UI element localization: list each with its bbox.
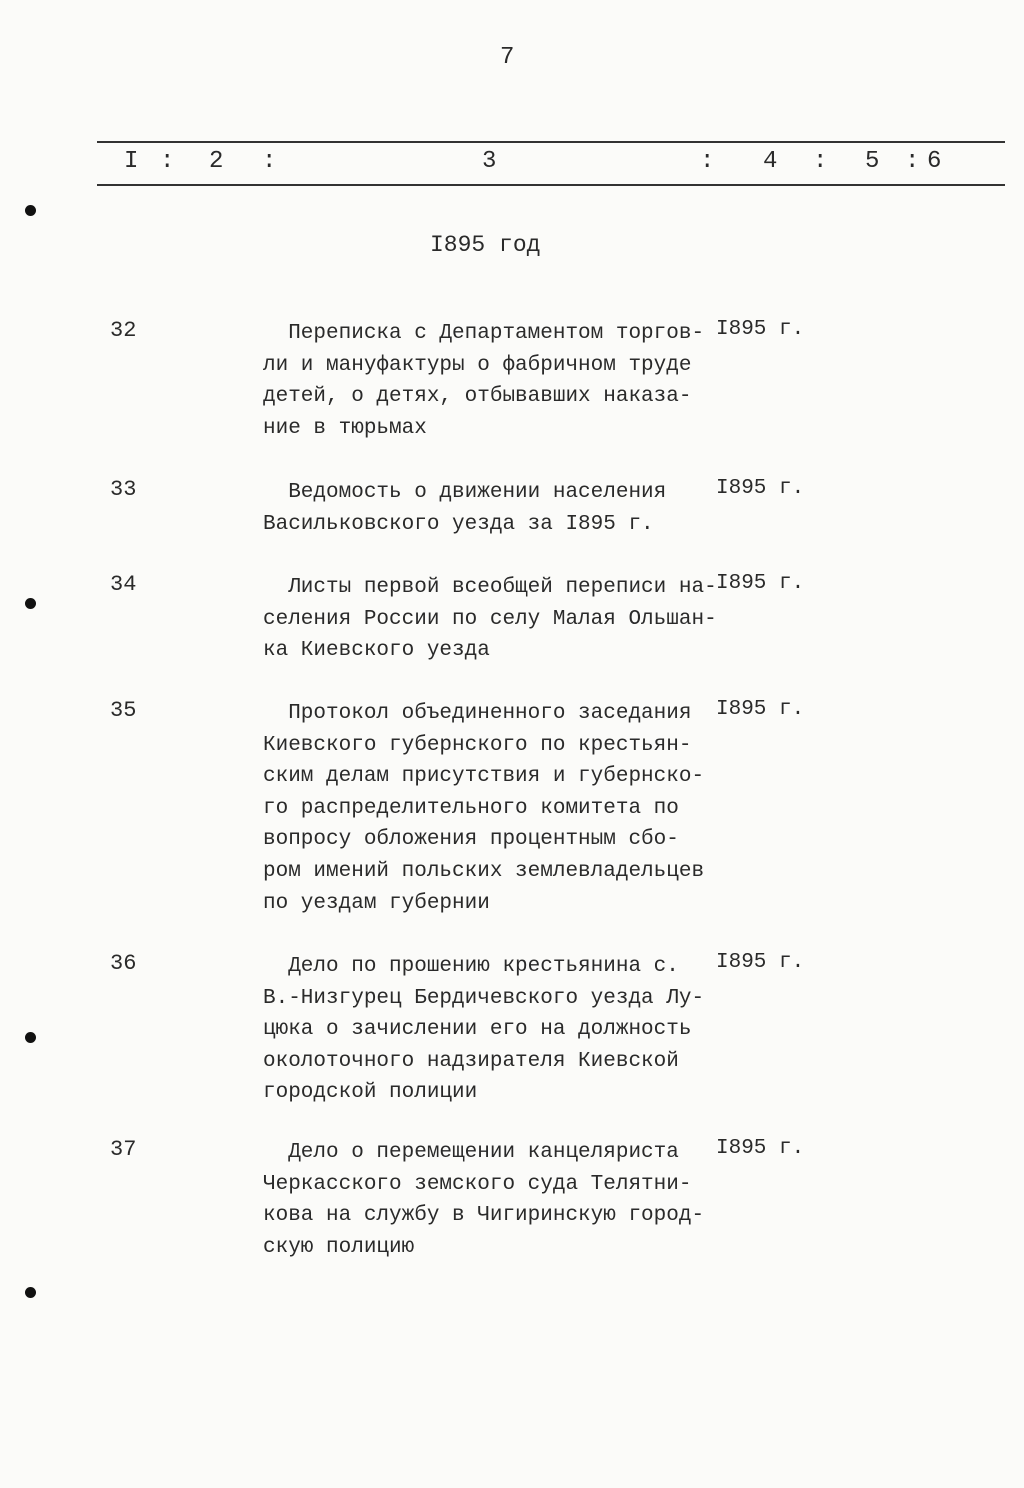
entry-line: городской полиции bbox=[263, 1081, 478, 1105]
entry-date: I895 г. bbox=[716, 318, 805, 341]
entry-line: ским делам присутствия и губернско- bbox=[263, 765, 705, 789]
entry-description bbox=[263, 572, 723, 667]
column-separator-1: : bbox=[160, 148, 175, 175]
punch-hole bbox=[25, 1032, 36, 1043]
year-heading: I895 год bbox=[430, 232, 541, 258]
entry-line: вопросу обложения процентным сбо- bbox=[263, 828, 679, 852]
entry-date: I895 г. bbox=[716, 477, 805, 500]
entry-line: ром имений польских землевладельцев bbox=[263, 859, 705, 883]
entry-line: детей, о детях, отбывавших наказа- bbox=[263, 385, 692, 409]
column-header-6: 6 bbox=[927, 148, 942, 175]
entry-date: I895 г. bbox=[716, 698, 805, 721]
entry-line: Дело по прошению крестьянина с. bbox=[263, 955, 679, 978]
entry-line: цюка о зачислении его на должность bbox=[263, 1018, 692, 1042]
column-header-1: I bbox=[124, 148, 139, 175]
punch-hole bbox=[25, 205, 36, 216]
entry-line: го распределительного комитета по bbox=[263, 796, 679, 820]
entry-number: 37 bbox=[110, 1137, 137, 1162]
punch-hole bbox=[25, 1287, 36, 1298]
entry-line: ние в тюрьмах bbox=[263, 416, 427, 440]
entry-line: Протокол объединенного заседания bbox=[263, 702, 692, 725]
entry-line: В.-Низгурец Бердичевского уезда Лу- bbox=[263, 986, 705, 1010]
column-header-2: 2 bbox=[209, 148, 224, 175]
header-rule-top bbox=[97, 141, 1005, 143]
entry-date: I895 г. bbox=[716, 1137, 805, 1160]
column-header-5: 5 bbox=[865, 148, 880, 175]
entry-line: Дело о перемещении канцеляриста bbox=[263, 1141, 679, 1164]
entry-line: Переписка с Департаментом торгов- bbox=[263, 322, 705, 345]
entry-date: I895 г. bbox=[716, 951, 805, 974]
entry-description bbox=[263, 1137, 723, 1263]
entry-line: Листы первой всеобщей переписи на- bbox=[263, 576, 717, 599]
entry-line: Ведомость о движении населения bbox=[263, 481, 667, 504]
entry-date: I895 г. bbox=[716, 572, 805, 595]
entry-line: селения России по селу Малая Ольшан- bbox=[263, 607, 717, 631]
entry-description bbox=[263, 318, 723, 444]
entry-description bbox=[263, 477, 723, 540]
entry-line: Черкасского земского суда Телятни- bbox=[263, 1172, 692, 1196]
entry-number: 34 bbox=[110, 572, 137, 597]
header-rule-bottom bbox=[97, 184, 1005, 186]
page-number: 7 bbox=[500, 44, 515, 71]
column-header-3: 3 bbox=[482, 148, 497, 175]
entry-description bbox=[263, 951, 723, 1109]
entry-line: Киевского губернского по крестьян- bbox=[263, 733, 692, 757]
entry-number: 32 bbox=[110, 318, 137, 343]
punch-hole bbox=[25, 598, 36, 609]
column-header-4: 4 bbox=[763, 148, 778, 175]
entry-line: скую полицию bbox=[263, 1235, 415, 1259]
entry-description bbox=[263, 698, 723, 919]
column-separator-2: : bbox=[262, 148, 277, 175]
entry-number: 36 bbox=[110, 951, 137, 976]
entry-line: Васильковского уезда за I895 г. bbox=[263, 512, 654, 536]
entry-line: кова на службу в Чигиринскую город- bbox=[263, 1204, 705, 1228]
column-separator-4: : bbox=[813, 148, 828, 175]
entry-number: 33 bbox=[110, 477, 137, 502]
entry-line: ли и мануфактуры о фабричном труде bbox=[263, 353, 692, 377]
entry-line: по уездам губернии bbox=[263, 891, 490, 915]
entry-line: околоточного надзирателя Киевской bbox=[263, 1049, 679, 1073]
column-separator-5: : bbox=[905, 148, 920, 175]
entry-line: ка Киевского уезда bbox=[263, 639, 490, 663]
entry-number: 35 bbox=[110, 698, 137, 723]
column-separator-3: : bbox=[700, 148, 715, 175]
